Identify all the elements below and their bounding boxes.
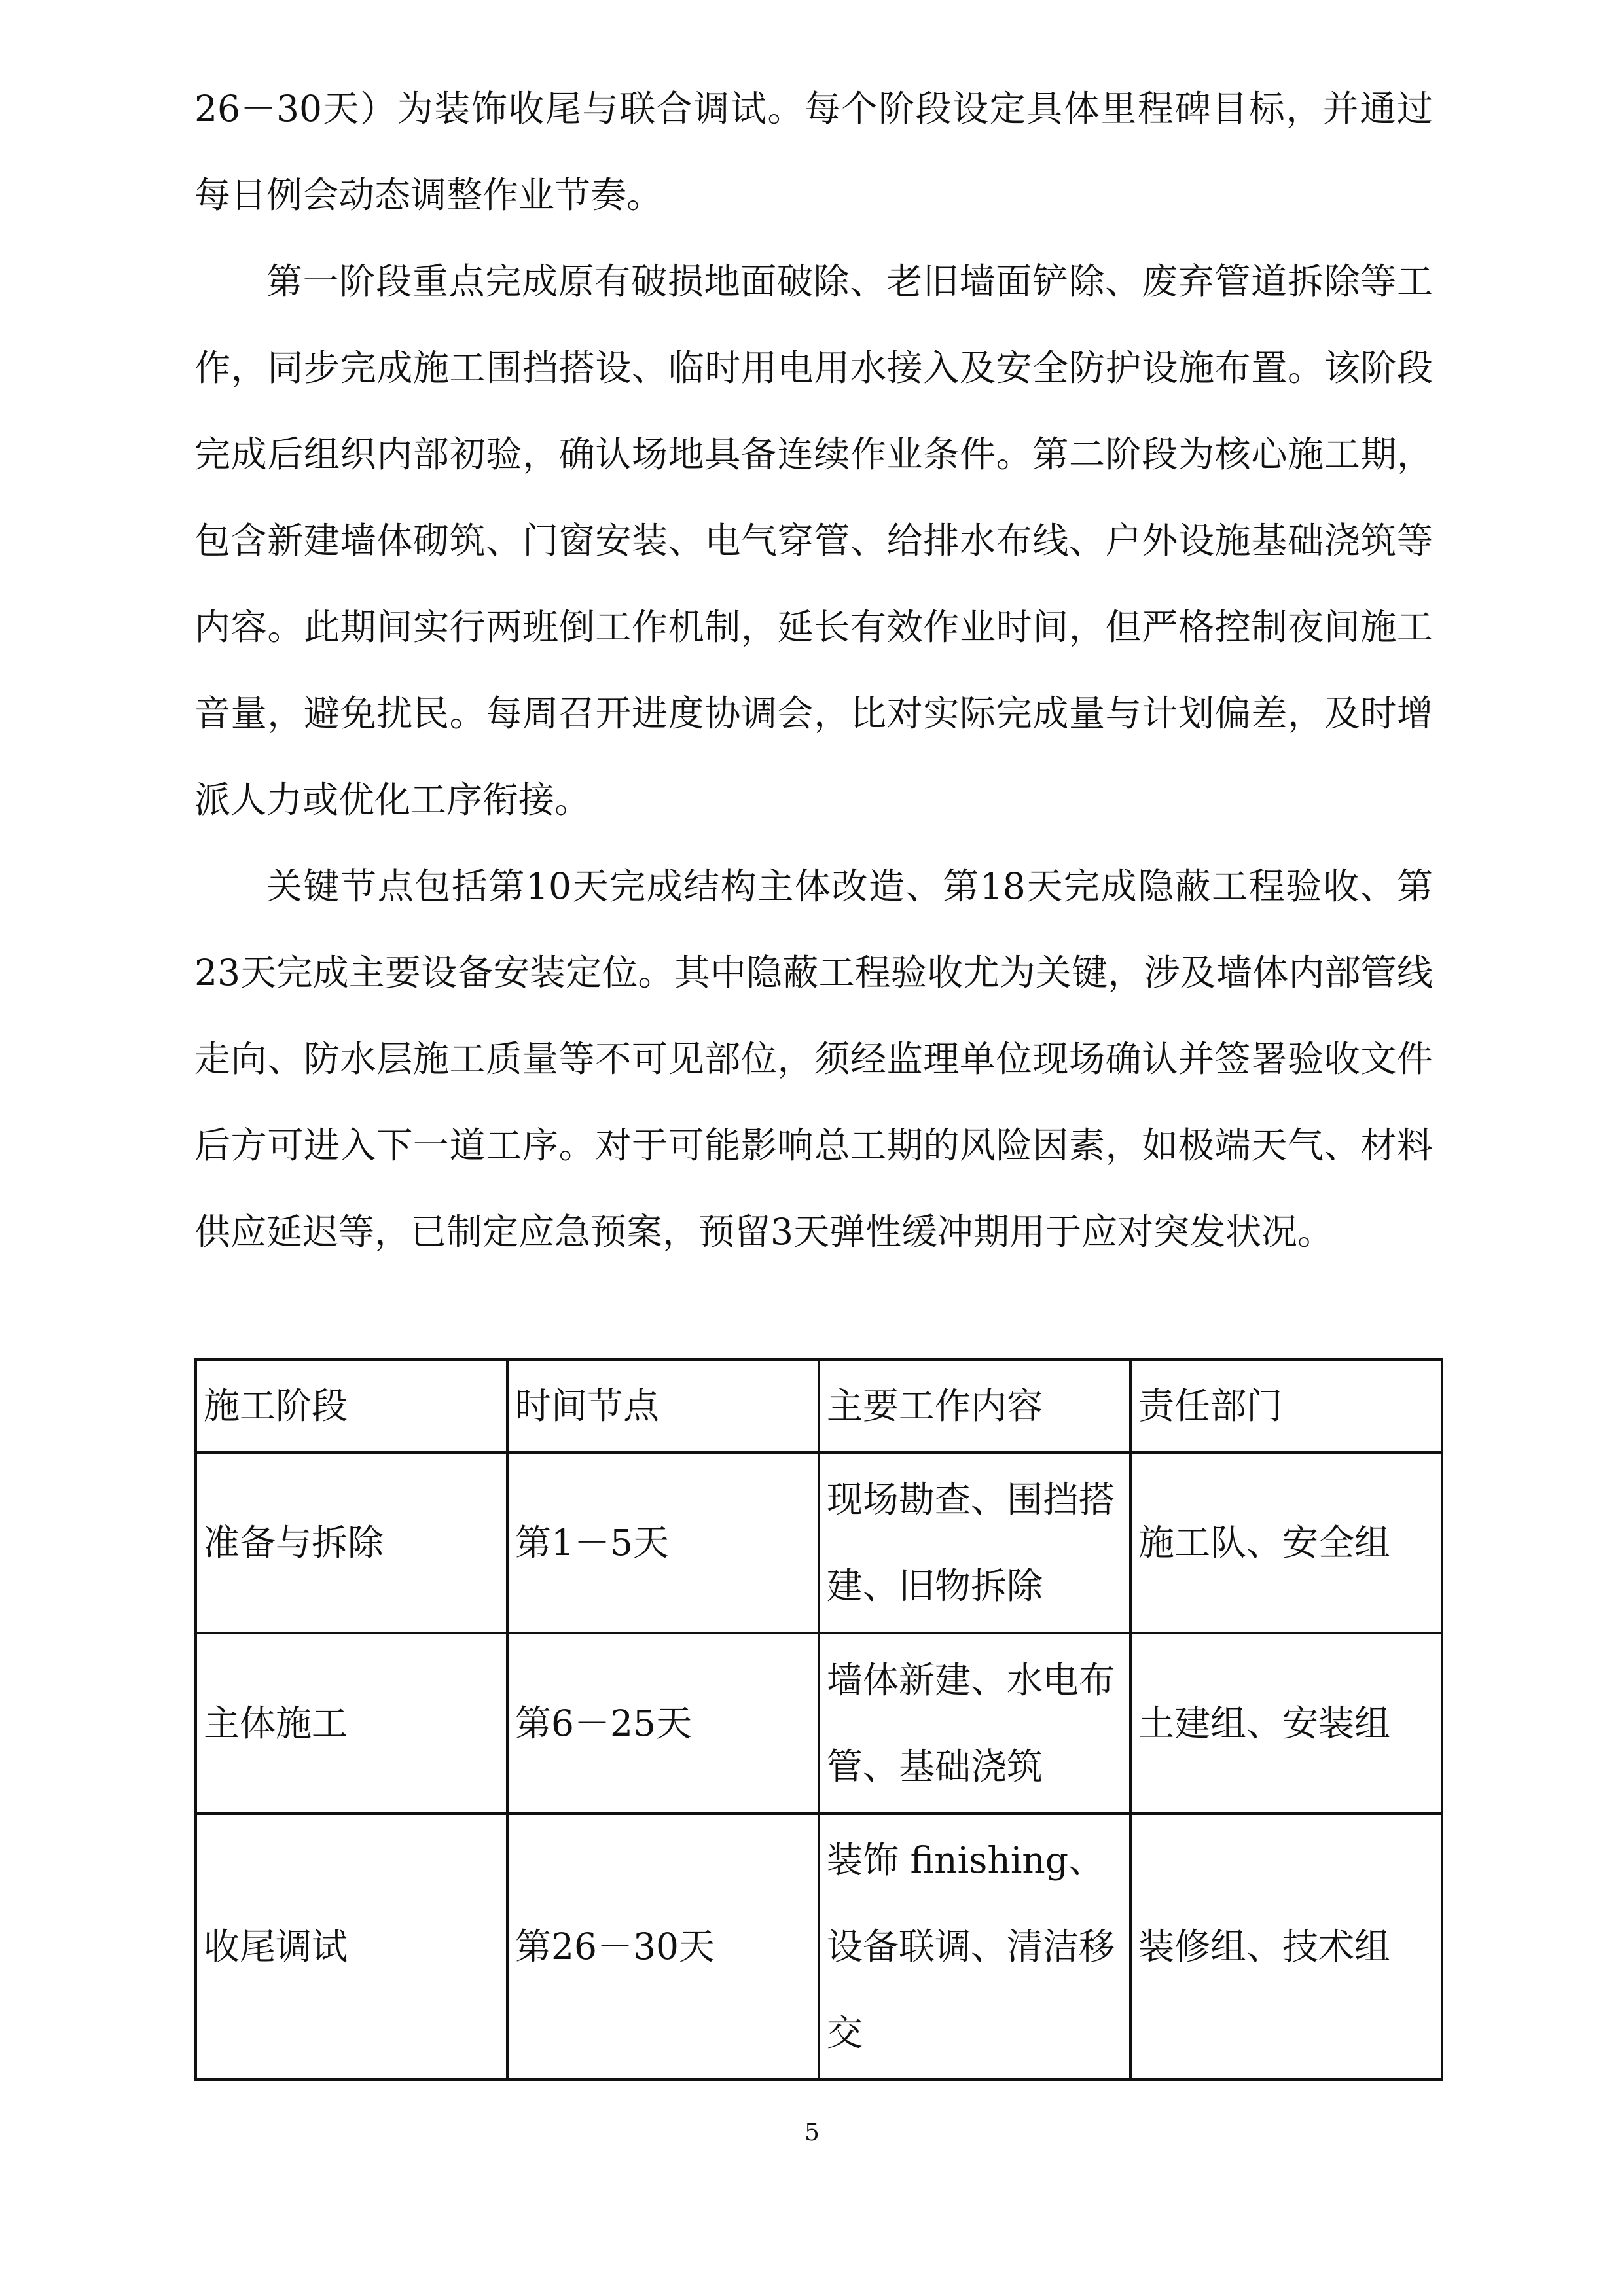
table-header-row — [196, 1359, 1442, 1452]
header-cell-dept: 责任部门 — [1130, 1359, 1442, 1452]
paragraph-milestones: 关键节点包括第10天完成结构主体改造、第18天完成隐蔽工程验收、第23天完成主要设备安装定位。其中隐蔽工程验收尤为关键，涉及墙体内部管线走向、防水层施工质量等不可见部位，须经监理单位现场确认并签署验收文件后方可进入下一道工序。对于可能影响总工期的风险因素，如极端天气、材料供应延迟等，已制定应急预案，预留3天弹性缓冲期用于应对突发状况。 — [194, 865, 1433, 1253]
cell-time: 第26－30天 — [507, 1814, 819, 2079]
cell-stage: 主体施工 — [196, 1633, 507, 1814]
cell-stage: 收尾调试 — [196, 1814, 507, 2079]
schedule-table — [194, 1358, 1443, 2081]
cell-content: 墙体新建、水电布管、基础浇筑 — [819, 1633, 1130, 1814]
cell-content: 现场勘查、围挡搭建、旧物拆除 — [819, 1452, 1130, 1633]
header-cell-content: 主要工作内容 — [819, 1359, 1130, 1452]
table-row — [196, 1633, 1442, 1814]
cell-stage: 准备与拆除 — [196, 1452, 507, 1633]
paragraph-continued: 26－30天）为装饰收尾与联合调试。每个阶段设定具体里程碑目标，并通过每日例会动态调整作业节奏。 — [194, 88, 1433, 216]
header-cell-stage: 施工阶段 — [196, 1359, 507, 1452]
header-cell-time: 时间节点 — [507, 1359, 819, 1452]
cell-content: 装饰 finishing、设备联调、清洁移交 — [819, 1814, 1130, 2079]
paragraph-phases: 第一阶段重点完成原有破损地面破除、老旧墙面铲除、废弃管道拆除等工作，同步完成施工围挡搭设、临时用电用水接入及安全防护设施布置。该阶段完成后组织内部初验，确认场地具备连续作业条件。第二阶段为核心施工期，包含新建墙体砌筑、门窗安装、电气穿管、给排水布线、户外设施基础浇筑等内容。此期间实行两班倒工作机制，延长有效作业时间，但严格控制夜间施工音量，避免扰民。每周召开进度协调会，比对实际完成量与计划偏差，及时增派人力或优化工序衔接。 — [194, 260, 1433, 821]
cell-dept: 土建组、安装组 — [1130, 1633, 1442, 1814]
table-row — [196, 1452, 1442, 1633]
cell-time: 第1－5天 — [507, 1452, 819, 1633]
cell-dept: 施工队、安全组 — [1130, 1452, 1442, 1633]
table-row — [196, 1814, 1442, 2079]
cell-time: 第6－25天 — [507, 1633, 819, 1814]
page-number: 5 — [804, 2119, 820, 2146]
body-text — [194, 65, 1433, 1275]
cell-dept: 装修组、技术组 — [1130, 1814, 1442, 2079]
